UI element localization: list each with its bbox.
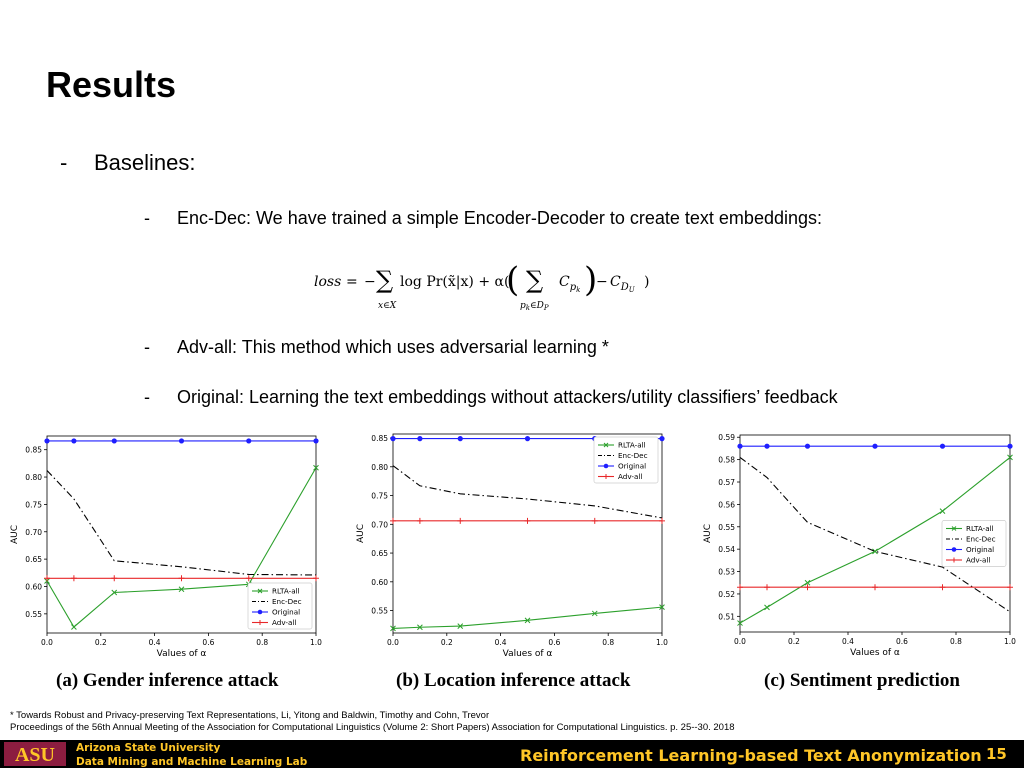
- point-original: [940, 444, 945, 449]
- x-axis-label: Values of α: [502, 649, 553, 659]
- point-original: [1007, 444, 1012, 449]
- y-tick-label: 0.52: [718, 589, 735, 599]
- x-tick-label: 0.8: [256, 638, 269, 647]
- x-tick-label: 0.4: [842, 637, 854, 646]
- caption-gender: (a) Gender inference attack: [56, 670, 279, 691]
- point-adv-all: [737, 584, 743, 590]
- y-tick-label: 0.56: [718, 500, 735, 510]
- legend-label-original: Original: [618, 461, 647, 471]
- x-axis-label: Values of α: [156, 649, 207, 659]
- y-tick-label: 0.70: [25, 527, 42, 537]
- y-axis-label: AUC: [10, 524, 20, 545]
- point-original: [737, 444, 742, 449]
- formula-sum2-sub: $p_k\in D_P$: [520, 301, 549, 312]
- y-tick-label: 0.54: [718, 545, 735, 555]
- footnote-line-2: Proceedings of the 56th Annual Meeting of the Association for Computational Linguistics (Volume 2: Short Papers) Association for Computational Linguistics. p. 25--30. 2018: [10, 722, 735, 733]
- y-tick-label: 0.65: [371, 549, 388, 559]
- x-tick-label: 0.2: [788, 637, 800, 646]
- y-tick-label: 0.80: [25, 473, 42, 483]
- formula-equals: =: [346, 274, 358, 290]
- point-original: [764, 444, 769, 449]
- point-adv-all: [417, 518, 423, 524]
- footer-presentation-title: Reinforcement Learning-based Text Anonymization: [520, 746, 982, 765]
- point-adv-all: [44, 575, 50, 581]
- formula-loss: loss: [314, 274, 342, 290]
- legend-label-original: Original: [966, 545, 995, 555]
- formula-log-pr: log Pr(x̃|x) + α(: [400, 274, 510, 290]
- formula-sum-2: ∑: [526, 266, 544, 294]
- point-rlta-all: [71, 624, 76, 629]
- bullet-baselines: Baselines:: [94, 150, 196, 175]
- formula-sum-1: ∑: [376, 266, 394, 294]
- x-tick-label: 0.6: [548, 638, 561, 647]
- footnote: [10, 710, 735, 734]
- point-adv-all: [872, 584, 878, 590]
- formula-paren-close: ): [584, 260, 598, 300]
- y-tick-label: 0.55: [25, 609, 42, 619]
- y-tick-label: 0.58: [718, 455, 735, 465]
- point-original: [417, 436, 422, 441]
- point-adv-all: [525, 518, 531, 524]
- formula-c-du: $C_DU$: [610, 274, 635, 294]
- formula-minus: −: [364, 274, 376, 290]
- x-tick-label: 0.2: [94, 638, 107, 647]
- series-line-rlta-all: [393, 607, 662, 628]
- point-original: [872, 444, 877, 449]
- x-tick-label: 0.0: [41, 638, 53, 647]
- point-rlta-all: [873, 549, 878, 554]
- y-tick-label: 0.55: [718, 522, 735, 532]
- point-rlta-all: [940, 509, 945, 514]
- legend-label-enc-dec: Enc-Dec: [966, 534, 996, 544]
- slide-title: Results: [46, 64, 177, 105]
- point-adv-all: [457, 518, 463, 524]
- x-tick-label: 0.8: [950, 637, 962, 646]
- legend-label-adv-all: Adv-all: [618, 472, 643, 482]
- point-original: [313, 438, 318, 443]
- x-tick-label: 1.0: [310, 638, 322, 647]
- chart-sentiment-prediction: [693, 428, 1017, 664]
- x-tick-label: 0.4: [148, 638, 161, 647]
- point-adv-all: [1007, 584, 1013, 590]
- formula-c-pk: $C_pk$: [559, 274, 581, 294]
- point-adv-all: [940, 584, 946, 590]
- y-tick-label: 0.55: [371, 606, 388, 616]
- x-tick-label: 1.0: [1004, 637, 1016, 646]
- legend-label-rlta-all: RLTA-all: [966, 524, 994, 534]
- legend-label-rlta-all: RLTA-all: [272, 586, 300, 596]
- loss-formula: [314, 258, 654, 316]
- formula-sum1-sub: x∈X: [378, 301, 397, 311]
- point-original: [44, 438, 49, 443]
- x-tick-label: 0.8: [602, 638, 615, 647]
- y-tick-label: 0.65: [25, 555, 42, 565]
- y-tick-label: 0.51: [718, 612, 735, 622]
- asu-logo-text: ASU: [14, 744, 56, 766]
- point-adv-all: [71, 575, 77, 581]
- y-tick-label: 0.70: [371, 520, 388, 530]
- legend-label-enc-dec: Enc-Dec: [272, 597, 302, 607]
- legend-label-adv-all: Adv-all: [272, 618, 297, 628]
- point-original: [525, 436, 530, 441]
- sub-dash-3: -: [144, 387, 150, 407]
- legend-label-adv-all: Adv-all: [966, 555, 991, 565]
- point-original: [458, 436, 463, 441]
- point-adv-all: [313, 575, 319, 581]
- series-line-enc-dec: [47, 470, 316, 575]
- footer-university: Arizona State University: [76, 742, 221, 754]
- y-axis-label: AUC: [356, 523, 366, 544]
- y-tick-label: 0.60: [371, 577, 388, 587]
- point-adv-all: [659, 518, 665, 524]
- x-tick-label: 0.0: [734, 637, 746, 646]
- sub-item-adv-all: Adv-all: This method which uses adversarial learning *: [177, 337, 609, 357]
- caption-location: (b) Location inference attack: [396, 670, 631, 691]
- chart-location-inference: [345, 428, 668, 664]
- y-tick-label: 0.59: [718, 433, 735, 443]
- footnote-line-1: * Towards Robust and Privacy-preserving Text Representations, Li, Yitong and Baldwin, Timothy and Cohn, Trevor: [10, 710, 490, 721]
- page-number: 15: [986, 745, 1007, 763]
- chart-gender-inference: [0, 428, 330, 664]
- caption-sentiment: (c) Sentiment prediction: [764, 670, 960, 691]
- y-tick-label: 0.60: [25, 582, 42, 592]
- footer-lab: Data Mining and Machine Learning Lab: [76, 756, 308, 768]
- sub-dash-1: -: [144, 208, 150, 228]
- y-tick-label: 0.85: [371, 434, 388, 444]
- y-axis-label: AUC: [703, 523, 713, 544]
- legend-marker-original: [952, 547, 957, 552]
- bullet-dash: -: [60, 150, 68, 175]
- x-tick-label: 0.0: [387, 638, 399, 647]
- point-rlta-all: [765, 605, 770, 610]
- legend-marker-original: [258, 610, 263, 615]
- legend-label-rlta-all: RLTA-all: [618, 440, 646, 450]
- point-adv-all: [764, 584, 770, 590]
- point-original: [659, 436, 664, 441]
- legend-marker-original: [604, 464, 609, 469]
- formula-paren-open: (: [506, 260, 520, 300]
- sub-item-enc-dec: Enc-Dec: We have trained a simple Encoder-Decoder to create text embeddings:: [177, 208, 822, 228]
- x-tick-label: 0.6: [202, 638, 215, 647]
- point-original: [179, 438, 184, 443]
- y-tick-label: 0.85: [25, 445, 42, 455]
- sub-dash-2: -: [144, 337, 150, 357]
- point-original: [805, 444, 810, 449]
- x-axis-label: Values of α: [850, 648, 900, 658]
- y-tick-label: 0.75: [371, 491, 388, 501]
- y-tick-label: 0.80: [371, 462, 388, 472]
- x-tick-label: 1.0: [656, 638, 668, 647]
- formula-close: ): [644, 274, 650, 290]
- asu-logo: [4, 742, 66, 766]
- x-tick-label: 0.6: [896, 637, 908, 646]
- x-tick-label: 0.2: [440, 638, 453, 647]
- point-original: [71, 438, 76, 443]
- formula-minus-2: −: [596, 274, 608, 290]
- point-original: [112, 438, 117, 443]
- point-adv-all: [179, 575, 185, 581]
- x-tick-label: 0.4: [494, 638, 507, 647]
- point-adv-all: [390, 518, 396, 524]
- sub-item-original: Original: Learning the text embeddings without attackers/utility classifiers’ feedback: [177, 387, 838, 407]
- y-tick-label: 0.75: [25, 500, 42, 510]
- point-adv-all: [592, 518, 598, 524]
- legend-label-enc-dec: Enc-Dec: [618, 451, 648, 461]
- point-original: [246, 438, 251, 443]
- y-tick-label: 0.57: [718, 478, 735, 488]
- legend-label-original: Original: [272, 607, 301, 617]
- y-tick-label: 0.53: [718, 567, 735, 577]
- point-original: [390, 436, 395, 441]
- point-adv-all: [111, 575, 117, 581]
